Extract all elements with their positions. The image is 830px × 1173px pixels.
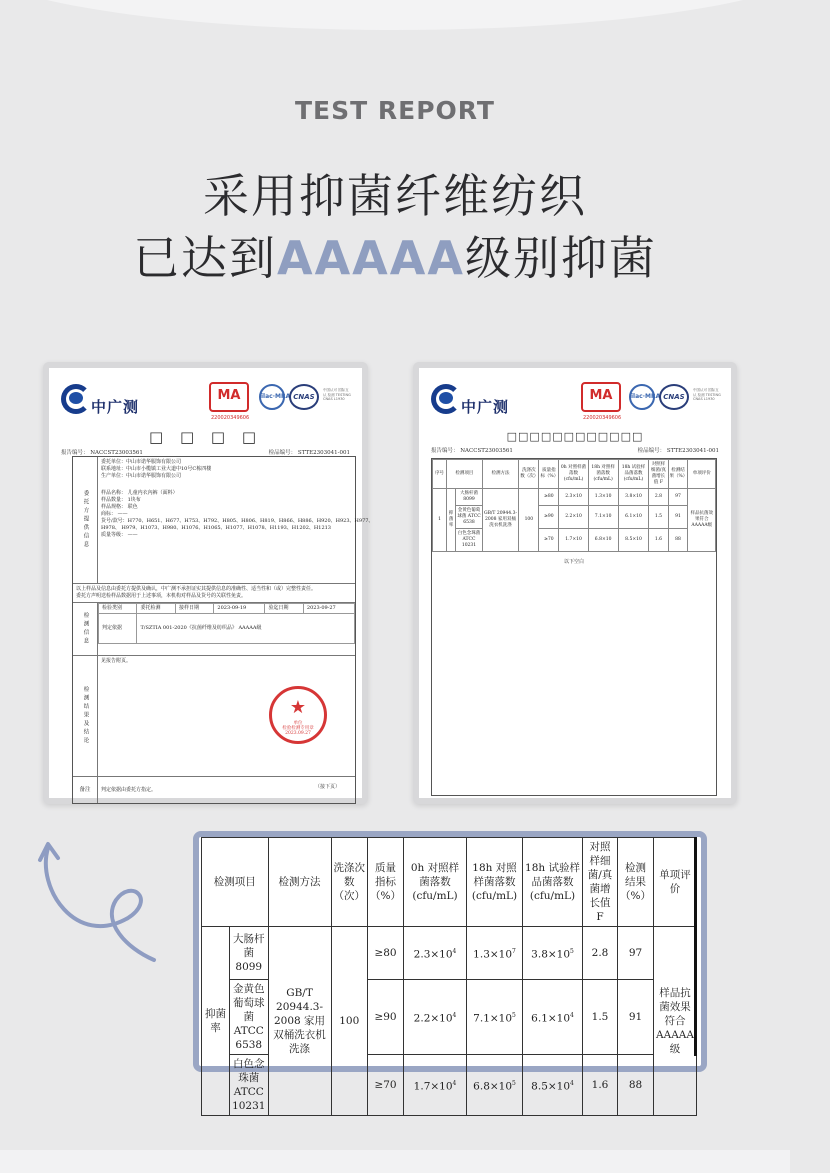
stamp-star-icon: ★ [289, 697, 307, 718]
h18-test-cell: $3.8\times 10^5$ [523, 927, 583, 980]
result-label: 检测结果及结论 [73, 656, 98, 776]
client-info-section [73, 457, 374, 584]
report-result-table-mini [431, 458, 717, 796]
h18-test-cell: $6.1\times 10^4$ [523, 980, 583, 1055]
cma-mark-icon: MA 220020349606 [581, 382, 621, 412]
remark-label: 备注 [73, 777, 98, 803]
info-line: 委托单位：中山市诺华服饰有限公司 [101, 459, 182, 465]
h0-cell: $1.7\times 10^4$ [404, 1055, 467, 1116]
report-page-2 [413, 362, 737, 804]
header-18h-test: 18h 试验样品菌落数(cfu/mL) [523, 838, 583, 927]
report-logo-row [431, 382, 721, 426]
header-result: 检测结果（%） [618, 838, 654, 927]
info-line: 样品名称： 儿童内衣內裤（面料） [101, 490, 178, 496]
info-line: 商标： —— [101, 511, 128, 517]
header-0h: 0h 对照样菌落数(cfu/mL) [404, 838, 467, 927]
organism-cell: 白色念珠菌 ATCC 10231 [230, 1055, 269, 1116]
top-arc-decoration [0, 0, 830, 30]
info-line: H978、 H979、H1073、H980、H1076、H1065、H1077、H1078、H1193、H1202、H1213 [101, 525, 331, 531]
quality-cell: ≥90 [368, 980, 404, 1055]
mini-row: 1 抑菌率 大肠杆菌 8099 GB/T 20944.3-2008 家用双桶洗衣机洗涤 100 ≥80 2.3×10 1.3×10 3.8×10 2.8 97 样品抗菌效果符合AAAAA级 [433, 489, 716, 506]
table-header-row [202, 838, 697, 927]
h18-control-cell: $7.1\times 10^5$ [467, 980, 523, 1055]
ilac-mra-icon: ilac·MRA [629, 384, 655, 410]
result-cell: 91 [618, 980, 654, 1055]
headline-prefix: 已达到 [132, 231, 277, 285]
ilac-mra-icon: ilac·MRA [259, 384, 285, 410]
company-brand: 中广测 [91, 398, 140, 416]
result-cell: 88 [618, 1055, 654, 1116]
organism-cell: 金黄色葡萄球菌 ATCC 6538 [230, 980, 269, 1055]
test-info-label: 检测信息 [73, 603, 98, 655]
client-info-label: 委托方提供信息 [73, 457, 98, 583]
quality-cell: ≥80 [368, 927, 404, 980]
remark-body: 判定依据由委托方指定。 [101, 786, 157, 793]
headline-suffix: 级别抑菌 [465, 231, 657, 285]
result-cell: 97 [618, 927, 654, 980]
cnas-icon: CNAS [659, 384, 689, 410]
test-info-section [73, 603, 355, 656]
eyebrow-title: TEST REPORT [295, 96, 495, 125]
cnas-note: 中国认可 国际互认 检测 TESTING CNAS L1930 [323, 388, 351, 401]
blank-below-note: 以下空白 [563, 559, 584, 565]
report-title: □□□□□□□□□□□□ [506, 430, 644, 443]
group-label: 抑菌率 [202, 927, 230, 1116]
table-row [202, 927, 697, 980]
cma-mark-icon: MA 220020349606 [209, 382, 249, 412]
header-method: 检测方法 [268, 838, 331, 927]
header-item: 检测项目 [202, 838, 269, 927]
method-cell: GB/T 20944.3-2008 家用双桶洗衣机洗涤 [268, 927, 331, 1116]
mini-row: 白色念珠菌 ATCC 10231 ≥70 1.7×10 6.8×10 8.5×10 1.6 88 [433, 529, 716, 552]
info-line: 生产单位：中山市诺华服饰有限公司 [101, 473, 182, 479]
info-line: 样品规格： 联色 [101, 504, 138, 510]
header-wash: 洗涤次数（次） [331, 838, 368, 927]
result-section [73, 656, 355, 777]
growth-cell: 1.5 [583, 980, 618, 1055]
report-number: 报告编号： NACCST23003561 [61, 450, 143, 456]
report-number: 报告编号： NACCST23003561 [431, 448, 513, 454]
client-info-body [98, 457, 376, 583]
wash-cell: 100 [331, 927, 368, 1116]
mini-row: 金黄色葡萄球菌 ATCC 6538 ≥90 2.2×10 7.1×10 6.1×10 1.5 91 [433, 506, 716, 529]
disclaimer-note: 以上样品及信息由委托方提供及确认，中广测不承担证实其提供信息的准确性、适当性和（或）完整性责任。 委托方声明送检样品数据用于上述事项，本机构对样品及货号的关联性免责。 [73, 584, 355, 603]
info-line: 货号/款号：H770、H651、H677、H753、H792、H805、H806、H819、H866、H886、H920、H923、H977、 [101, 518, 374, 524]
report-numbers [431, 446, 719, 454]
official-stamp: ★ 单位 检验检测专用章 2023.09.27 [269, 686, 327, 744]
test-info-table: 检验类别 委托检测 接样日期 2023-09-19 验迄日期 2023-09-27 判定依据 T/SZTIA 001-2020《抗菌纤维及纺织品》 AAAAA级 [98, 603, 355, 644]
next-page-note: （接下页） [314, 784, 340, 790]
h0-cell: $2.2\times 10^4$ [404, 980, 467, 1055]
header-evaluation: 单项评价 [654, 838, 697, 927]
h18-control-cell: $6.8\times 10^5$ [467, 1055, 523, 1116]
report-page-1 [43, 362, 374, 804]
growth-cell: 2.8 [583, 927, 618, 980]
result-body: 见报告附页。 [101, 658, 132, 664]
zoomed-result-table [193, 831, 707, 1112]
headline-accent-grade: AAAAA [276, 231, 465, 285]
table-edge-line [694, 837, 697, 1056]
cnas-note: 中国认可 国际互认 检测 TESTING CNAS L1930 [693, 388, 721, 401]
organism-cell: 大肠杆菌 8099 [230, 927, 269, 980]
info-line: 样品数量： 1块布 [101, 497, 141, 503]
sample-number: 检品编号： STTE2303041-001 [268, 450, 350, 456]
bottom-band [0, 1150, 790, 1173]
company-brand: 中广测 [461, 398, 510, 416]
mini-header-row: 序号 检测项目 检测方法 洗涤次数（次） 质量指标（%） 0h 对照样菌落数(cfu/mL) 18h 对照样菌落数(cfu/mL) 18h 试验样品菌落数(cfu/mL) 对照样细菌/真菌增长值 F 检测结果（%） 单项评价 [433, 460, 716, 489]
quality-cell: ≥70 [368, 1055, 404, 1116]
h0-cell: $2.3\times 10^4$ [404, 927, 467, 980]
h18-test-cell: $8.5\times 10^4$ [523, 1055, 583, 1116]
headline-line-1: 采用抑菌纤维纺织 [203, 169, 587, 223]
header-growth: 对照样细菌/真菌增长值 F [583, 838, 618, 927]
remark-section [73, 777, 355, 803]
report-info-grid [72, 456, 374, 804]
report-logo-row [61, 382, 352, 426]
growth-cell: 1.6 [583, 1055, 618, 1116]
company-logo-core [69, 392, 83, 404]
company-logo-core [439, 392, 453, 404]
sample-number: 检品编号： STTE2303041-001 [637, 448, 719, 454]
header-18h-control: 18h 对照样菌落数(cfu/mL) [467, 838, 523, 927]
header-quality: 质量指标（%） [368, 838, 404, 927]
curly-arrow-icon [36, 838, 166, 978]
report-numbers [61, 448, 350, 456]
info-line: 联系地址：中山市小榄镇工业大道中10号C栋四楼 [101, 466, 212, 472]
info-line: 质量等级： —— [101, 532, 138, 538]
report-title: □ □ □ □ [149, 428, 262, 446]
cnas-icon: CNAS [289, 384, 319, 410]
evaluation-cell: 样品抗菌效果符合AAAAA级 [654, 927, 697, 1116]
headline-line-2 [0, 222, 790, 288]
h18-control-cell: $1.3\times 10^7$ [467, 927, 523, 980]
